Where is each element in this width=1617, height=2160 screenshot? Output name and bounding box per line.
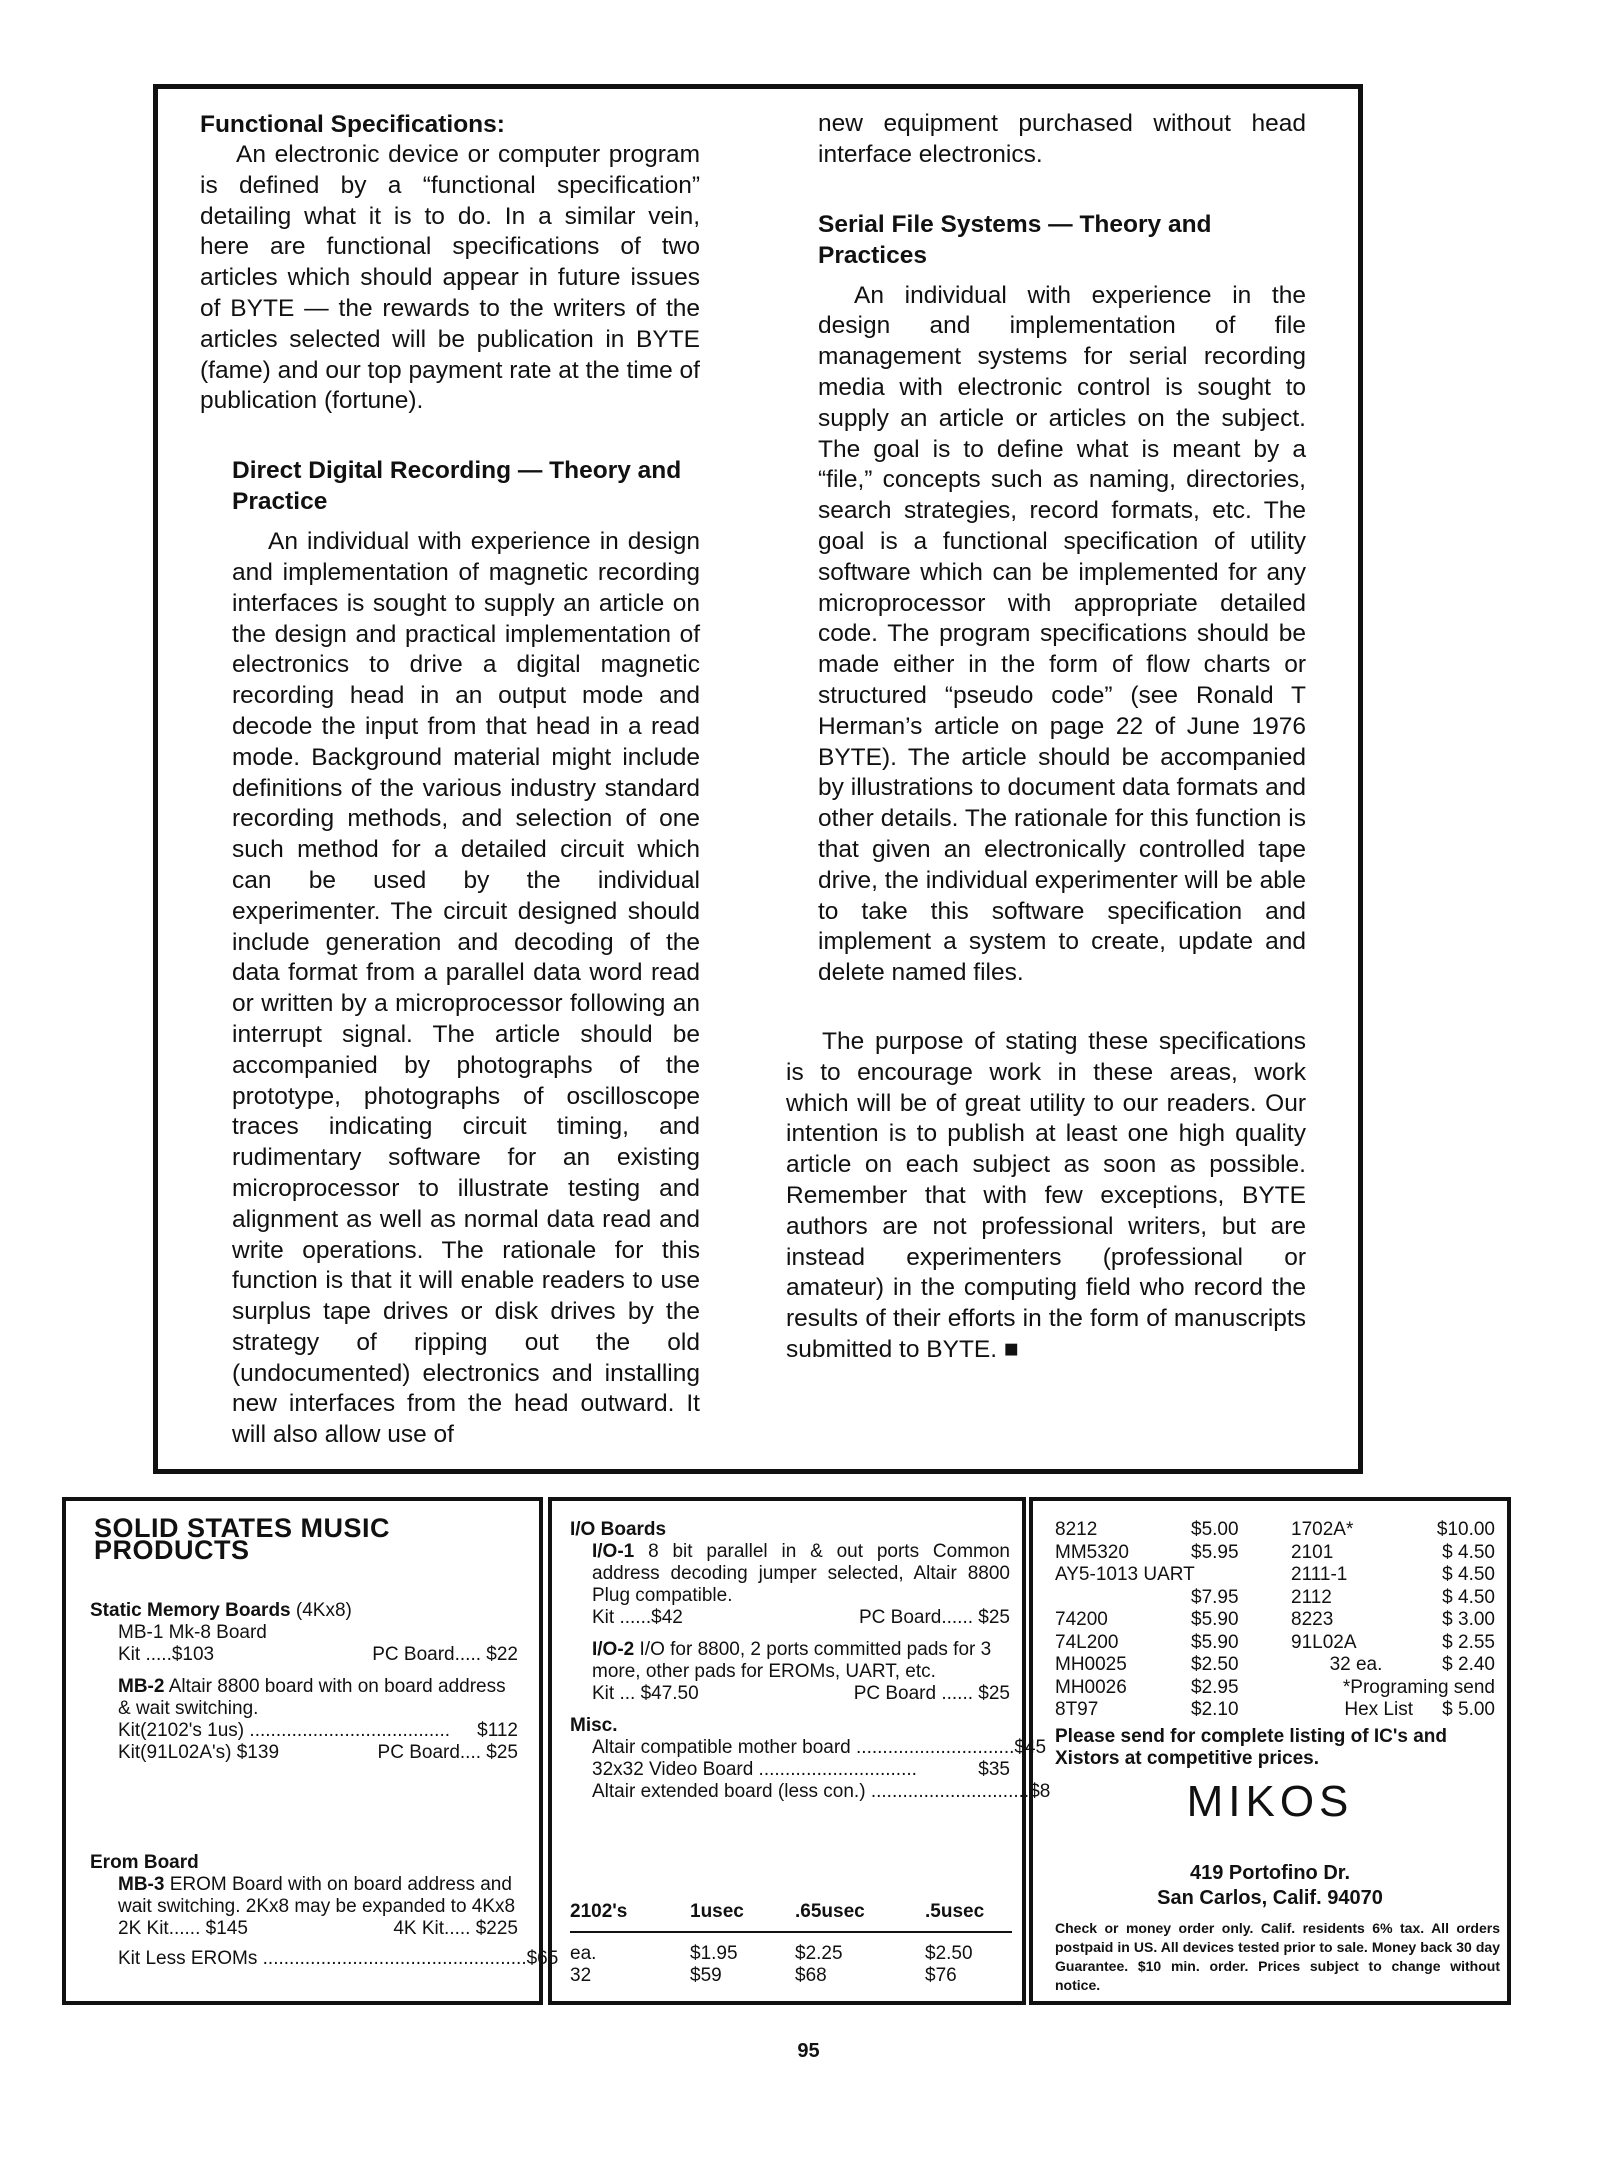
part-name: 74200 [1055, 1609, 1108, 1630]
table-cell: $1.95 [690, 1943, 738, 1964]
address-line: San Carlos, Calif. 94070 [1157, 1887, 1383, 1909]
part-price: $5.90 [1191, 1609, 1239, 1630]
static-memory-heading: Static Memory Boards [90, 1600, 291, 1621]
section1-heading: Direct Digital Recording — Theory and Practice [232, 457, 682, 516]
table-row [570, 1965, 1012, 1987]
part-name: 91L02A [1291, 1631, 1357, 1653]
misc-item-price: $35 [978, 1759, 1010, 1780]
ad-solid-states-music [62, 1497, 559, 2005]
part-price: $ 4.50 [1442, 1564, 1495, 1585]
part-name: MH0025 [1055, 1654, 1127, 1675]
part-name: Hex List [1344, 1699, 1413, 1720]
ad-body: I/O Boards I/O-1 8 bit parallel in & out ports Common address decoding jumper selected, Altair 8800 Plug compatible. Kit ......$42 PC Board...... $25 I/O-2 I/O for 8800, 2 ports committed pads for 3 more, other pads for EROMs, UART, etc. Kit ... $47.50 PC Board ...... $25 Misc. Altair compatible mother board .............................. $45 32x32 Video Board .............................. $35 Altair extended board (less con.) .............................. $8 [570, 1519, 1051, 1802]
table-header: 2102's [570, 1901, 690, 1932]
misc-item-price: $45 [1014, 1737, 1047, 1758]
mb1-kit-price: Kit .....$103 [118, 1644, 215, 1665]
brand-logo: MIKOS [1186, 1777, 1354, 1826]
part-price: $7.95 [1191, 1586, 1239, 1608]
part-price: $ 5.00 [1442, 1699, 1495, 1720]
part-price: $5.90 [1191, 1631, 1239, 1653]
list-item [1055, 1519, 1495, 1542]
part-name: 2111-1 [1291, 1564, 1348, 1585]
part-name: 8223 [1291, 1609, 1334, 1630]
address [1033, 1861, 1507, 1911]
part-name: 2112 [1291, 1586, 1332, 1608]
part-note: *Programing send [1342, 1676, 1495, 1698]
mb3-less-price: $65 [526, 1948, 559, 1969]
table-cell: $68 [795, 1965, 827, 1986]
part-price: $ 4.50 [1442, 1541, 1495, 1563]
table-row [570, 1932, 1012, 1965]
table-cell: 32 [570, 1965, 592, 1986]
left-column [200, 109, 700, 1451]
part-price: $2.95 [1191, 1676, 1239, 1698]
mb3-description: EROM Board with on board address and wait switching. 2Kx8 may be expanded to 4Kx8 [118, 1874, 516, 1917]
mb2-model: MB-2 [118, 1676, 165, 1697]
io2-kit-price: Kit ... $47.50 [592, 1683, 699, 1704]
ad-io-boards [548, 1497, 1051, 2005]
io1-model: I/O-1 [592, 1541, 635, 1562]
table-header: .65usec [795, 1901, 925, 1932]
table-header: 1usec [690, 1901, 795, 1932]
price-table-2102 [570, 1901, 1012, 1987]
list-item [1055, 1632, 1495, 1655]
mb2-kit1-label: Kit(2102's 1us) [118, 1720, 245, 1741]
table-cell: $2.25 [795, 1943, 843, 1964]
part-price: $ 2.55 [1442, 1631, 1495, 1653]
io1-description: 8 bit parallel in & out ports Common address decoding jumper selected, Altair 8800 Plug compatible. [592, 1541, 1010, 1606]
part-name: 8T97 [1055, 1699, 1099, 1720]
section1-continuation-block [818, 109, 1306, 989]
part-name: 74L200 [1055, 1631, 1119, 1653]
misc-item-label: Altair compatible mother board [592, 1737, 851, 1758]
listing-note: Please send for complete listing of IC's and Xistors at competitive prices. [1055, 1726, 1447, 1769]
parts-price-list [1055, 1519, 1495, 1722]
mb1-pc-price: PC Board..... $22 [372, 1644, 518, 1665]
list-item [1055, 1677, 1495, 1700]
misc-item-label: Altair extended board (less con.) [592, 1781, 866, 1802]
mb2-kit1-price: $112 [477, 1720, 518, 1741]
mb3-2k-price: 2K Kit...... $145 [118, 1918, 248, 1939]
mb3-less-label: Kit Less EROMs [118, 1948, 258, 1969]
part-name: 32 ea. [1329, 1654, 1383, 1675]
part-price: $10.00 [1436, 1519, 1495, 1540]
part-price: $ 4.50 [1442, 1586, 1495, 1608]
table-cell: ea. [570, 1943, 597, 1964]
section2-heading: Serial File Systems — Theory and Practices [818, 210, 1212, 269]
ad-mikos [1029, 1497, 1511, 2005]
part-price: $2.10 [1191, 1699, 1239, 1720]
ad-body: Static Memory Boards (4Kx8) MB-1 Mk-8 Board Kit .....$103 PC Board..... $22 MB-2 Altair 8800 board with on board address & wait switching. Kit(2102's 1us) ...................................... $112 Kit(91L02A's) $139 PC Board.... $25 Erom Board MB-3 EROM Board with on board address and wait switching. 2Kx8 may be expanded to 4Kx8 2K Kit...... $145 4K Kit..... $225 Kit Less EROMs .................................................. $65 [90, 1600, 559, 1969]
static-memory-size: (4Kx8) [295, 1600, 352, 1621]
part-name: 1702A* [1291, 1519, 1354, 1540]
table-cell: $2.50 [925, 1943, 973, 1964]
right-column [786, 109, 1306, 1366]
list-item [1055, 1609, 1495, 1632]
part-price: $ 3.00 [1442, 1609, 1495, 1630]
table-cell: $76 [925, 1965, 957, 1986]
part-name: 2101 [1291, 1541, 1334, 1563]
io1-pc-price: PC Board...... $25 [858, 1607, 1010, 1628]
fine-print: Check or money order only. Calif. residents 6% tax. All orders postpaid in US. All devices tested prior to sale. Money back 30 day Guarantee. $10 min. order. Prices subject to change without notice. [1055, 1920, 1500, 1993]
list-item [1055, 1587, 1495, 1610]
editorial-box [153, 84, 1363, 1474]
io-heading: I/O Boards [570, 1519, 667, 1540]
list-item [1055, 1699, 1495, 1722]
part-price: $2.50 [1191, 1654, 1239, 1675]
section2-paragraph: An individual with experience in the design and implementation of file management systems for serial recording media with electronic control is sought to supply an article or articles on the subject. The goal is to define what is meant by a “file,” concepts such as naming, directories, search strategies, record formats, etc. The goal is a functional specification of utility software which can be implemented for any microprocessor with appropriate detailed code. The program specifications should be made either in the form of flow charts or structured “pseudo code” (see Ronald T Herman’s article on page 22 of June 1976 BYTE). The article should be accompanied by illustrations to document data formats and other details. The rationale for this function is that given an electronically controlled tape drive, the individual experimenter will be able to take this software specification and implement a system to create, update and delete named files. [818, 281, 1306, 987]
misc-item-price: $8 [1029, 1781, 1051, 1802]
mb1-name: MB-1 Mk-8 Board [118, 1622, 267, 1643]
io2-description: I/O for 8800, 2 ports committed pads for 3 more, other pads for EROMs, UART, etc. [592, 1639, 992, 1682]
ad-title: SOLID STATES MUSIC PRODUCTS [94, 1513, 391, 1565]
table-header: .5usec [925, 1901, 1012, 1932]
section1-paragraph: An individual with experience in design and implementation of magnetic recording interfaces is sought to supply an article on the design and practical implementation of electronics to drive a digital magnetic recording head in an output mode and decode the input from that head in a read mode. Background material might include definitions of the various industry standard recording methods, and selection of one such method for a detailed circuit which can be used by the individual experimenter. The circuit designed should include generation and decoding of the data format from a parallel data word read or written by a microprocessor following an interrupt signal. The article should be accompanied by photographs of the prototype, photographs of oscilloscope traces indicating circuit timing, and rudimentary software for an existing microprocessor to illustrate testing and alignment as well as normal data read and write operations. The rationale for this function is that it will enable readers to use surplus tape drives or disk drives by the strategy of ripping out the old (undocumented) electronics and installing new interfaces from the head outward. It will also allow use of [232, 528, 700, 1449]
misc-item-label: 32x32 Video Board [592, 1759, 754, 1780]
part-price: $ 2.40 [1442, 1654, 1495, 1675]
part-name: MH0026 [1055, 1676, 1127, 1698]
mb2-description: Altair 8800 board with on board address & wait switching. [118, 1676, 506, 1719]
part-price: $5.00 [1191, 1519, 1239, 1540]
mb2-pc-price: PC Board.... $25 [377, 1742, 518, 1763]
list-item [1055, 1654, 1495, 1677]
part-price: $5.95 [1191, 1541, 1239, 1563]
io2-pc-price: PC Board ...... $25 [853, 1683, 1010, 1704]
intro-heading: Functional Specifications: [200, 111, 505, 138]
erom-heading: Erom Board [90, 1852, 199, 1873]
part-name: MM5320 [1055, 1541, 1129, 1563]
list-item [1055, 1542, 1495, 1565]
section-direct-digital-recording [232, 455, 700, 1451]
mb2-kit2-price: Kit(91L02A's) $139 [118, 1742, 280, 1763]
section1-continuation: new equipment purchased without head interface electronics. [818, 110, 1306, 168]
part-name: AY5-1013 UART [1055, 1564, 1195, 1585]
io2-model: I/O-2 [592, 1639, 635, 1660]
address-line: 419 Portofino Dr. [1189, 1862, 1351, 1884]
part-name: 8212 [1055, 1519, 1098, 1540]
page-number: 95 [797, 2040, 820, 2062]
intro-paragraph: An electronic device or computer program is defined by a “functional specification” detailing what it is to do. In a similar vein, here are functional specifications of two articles which should appear in future issues of BYTE — the rewards to the writers of the articles selected will be publication in BYTE (fame) and our top payment rate at the time of publication (fortune). [200, 141, 700, 415]
list-item [1055, 1564, 1495, 1587]
mb3-4k-price: 4K Kit..... $225 [393, 1918, 518, 1939]
closing-paragraph: The purpose of stating these specifications is to encourage work in these areas, work which will be of great utility to our readers. Our intention is to publish at least one high quality article on each subject as soon as possible. Remember that with few exceptions, BYTE authors are not professional writers, but are instead experimenters (professional or amateur) in the computing field who record the results of their efforts in the form of manuscripts submitted to BYTE. ■ [786, 1027, 1306, 1363]
io1-kit-price: Kit ......$42 [592, 1607, 683, 1628]
misc-heading: Misc. [570, 1715, 618, 1736]
table-cell: $59 [690, 1965, 722, 1986]
mb3-model: MB-3 [118, 1874, 165, 1895]
